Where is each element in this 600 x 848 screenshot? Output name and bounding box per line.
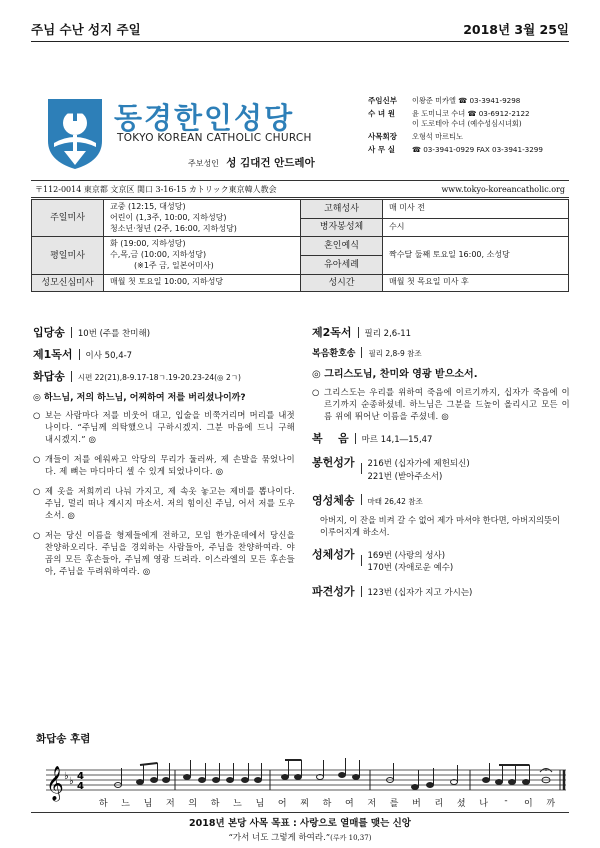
item-value — [368, 458, 470, 484]
flat-icon: ♭ — [69, 776, 74, 787]
footer-divider — [31, 812, 569, 813]
weekday-mass-label: 평일미사 — [32, 237, 104, 274]
contact-row-office — [368, 145, 543, 155]
patron-label: 주보성인 — [188, 159, 219, 168]
entrance-hymn — [33, 324, 295, 340]
schedule-line: 화 (19:00, 지하성당) — [110, 239, 186, 249]
patron-name: 성 김대건 안드레아 — [226, 157, 315, 169]
lyric-syllable: 까 — [546, 799, 556, 809]
item-value: 필리 2,8-9 참조 — [368, 349, 422, 358]
verse-text: 그리스도는 우리를 위하여 죽음에 이르기까지, 십자가 죽음에 이르기까지 순종하셨네. 하느님은 그분을 드높이 올리시고 모든 이름 위에 뛰어난 이름을 주셨네. ◎ — [324, 387, 570, 422]
quote-reference: (루카 10,37) — [330, 834, 372, 842]
contact-value-sub: 이 도로테아 수녀 (예수성심시녀회) — [412, 118, 522, 128]
schedule-line: 교중 (12:15, 대성당) — [110, 202, 186, 211]
wedding-infant-value: 짝수달 둘째 토요일 16:00, 소성당 — [383, 237, 569, 274]
top-divider — [31, 41, 569, 42]
occasion-title: 주님 수난 성지 주일 — [31, 22, 141, 37]
church-name-english: TOKYO KOREAN CATHOLIC CHURCH — [117, 132, 312, 144]
website-link[interactable]: www.tokyo-koreancatholic.org — [441, 184, 565, 194]
time-signature-top: 4 — [77, 771, 84, 782]
time-signature-bottom: 4 — [77, 781, 84, 792]
wedding-label: 혼인예식 — [301, 237, 383, 256]
offertory-hymn — [312, 454, 570, 484]
lyric-syllable: 를 — [389, 799, 399, 809]
contact-row-council — [368, 132, 543, 142]
lyric-syllable: 하 — [322, 799, 332, 809]
lyric-syllable: 여 — [344, 799, 354, 809]
item-value: 이사 50,4-7 — [85, 351, 133, 361]
pastoral-quote — [0, 831, 600, 843]
marian-mass-label: 성모신심미사 — [32, 274, 104, 291]
separator — [361, 463, 362, 474]
marian-mass-value: 매월 첫 토요일 10:00, 지하성당 — [104, 274, 301, 291]
separator — [71, 371, 72, 382]
verse-text: 제 옷을 저희끼리 나눠 가지고, 제 속옷 놓고는 제비를 뽑나이다. 주님, 멀리 떠나 계시지 마소서. 저의 힘이신 주님, 어서 저를 도우소서. ◎ — [45, 486, 295, 521]
item-value: 마태 26,42 참조 — [367, 496, 423, 506]
lyric-syllable: 저 — [367, 799, 377, 809]
item-label: 제2독서 — [312, 326, 352, 339]
address-text: 〒112-0014 東京都 文京区 関口 3-16-15 カトリック東京韓人教会 — [35, 184, 277, 194]
first-reading — [33, 346, 295, 362]
item-value: 필리 2,6-11 — [364, 329, 412, 339]
lyric-syllable: 느 — [121, 799, 130, 809]
separator — [79, 349, 80, 360]
lyric-syllable: 느 — [233, 799, 242, 809]
pastoral-goal: 2018년 본당 사목 목표 : 사랑으로 열매를 맺는 신앙 — [189, 818, 411, 829]
communion-antiphon-text: 아버지, 이 잔을 비켜 갈 수 없어 제가 마셔야 한다면, 아버지의뜻이 이루어지게 하소서. — [320, 514, 561, 537]
contact-value: 이왕준 미카엘 ☎ 03-3941-9298 — [412, 96, 521, 105]
left-column — [33, 324, 295, 585]
recessional-hymn — [312, 583, 570, 599]
item-label: 제1독서 — [33, 348, 73, 361]
infant-baptism-label: 유아세례 — [301, 256, 383, 275]
verse-bullet: ○ — [312, 387, 320, 397]
sunday-mass-label: 주일미사 — [32, 200, 104, 237]
contact-label: 수 녀 원 — [368, 109, 395, 119]
communion-antiphon — [312, 492, 570, 508]
contact-label: 사 무 실 — [368, 144, 395, 154]
acclamation-response: ◎ 그리스도님, 찬미와 영광 받으소서. — [312, 369, 478, 380]
anointing-value: 수시 — [383, 218, 569, 237]
patron-saint — [188, 155, 315, 170]
holy-hour-label: 성시간 — [301, 274, 383, 291]
psalm-response: ◎ 하느님, 저의 하느님, 어찌하여 저를 버리셨나이까? — [33, 393, 246, 403]
contact-info — [368, 96, 543, 158]
lyric-syllable: 찌 — [300, 799, 309, 809]
lyric-syllable: 셨 — [456, 799, 466, 809]
lyric-syllable: 님 — [255, 799, 265, 809]
verse-bullet: ○ — [33, 486, 41, 497]
lyric-syllable: 저 — [165, 799, 175, 809]
contact-value-line: 윤 도미니코 수녀 ☎ 03-6912-2122 — [412, 109, 530, 119]
contact-row-pastor — [368, 96, 543, 106]
item-label: 성체성가 — [312, 547, 355, 561]
psalm-verse — [33, 529, 295, 577]
confession-label: 고해성사 — [301, 200, 383, 219]
lyric-syllable: 버 — [412, 799, 421, 809]
item-value: 123번 (십자가 지고 가시는) — [367, 588, 473, 599]
acclamation-verse — [312, 386, 570, 422]
separator — [358, 327, 359, 338]
right-column — [312, 324, 570, 605]
bulletin-date: 2018년 3월 25일 — [463, 22, 569, 37]
item-label: 영성체송 — [312, 493, 355, 507]
item-label: 복음환호송 — [312, 349, 356, 359]
sunday-mass-times — [104, 200, 301, 237]
mass-schedule-table — [31, 199, 569, 292]
contact-row-convent — [368, 109, 543, 128]
separator — [361, 494, 362, 505]
item-value: 10번 (주를 찬미해) — [77, 329, 151, 339]
contact-value — [412, 109, 543, 128]
verse-text: 저는 당신 이름을 형제들에게 전하고, 모임 한가운데에서 당신을 찬양하오리다. 주님을 경외하는 사람들아, 주님을 찬양하여라. 야곱의 모든 후손들아, 주님께 영광 드려라. 이스라엘의 모든 후손들아, 주님을 두려워하여라. ◎ — [45, 530, 295, 577]
hymn-line: 169번 (사랑의 성사) — [367, 550, 446, 561]
lyric-syllable: 나 — [479, 799, 488, 809]
psalm-verse — [33, 409, 295, 445]
church-name-korean: 동경한인성당 — [114, 101, 295, 135]
lyric-syllable: 의 — [188, 799, 198, 809]
verse-bullet: ○ — [33, 530, 41, 541]
schedule-line: 어린이 (1,3주, 10:00, 지하성당) — [110, 212, 227, 222]
separator — [71, 327, 72, 338]
lyric-syllable: 이 — [523, 799, 533, 809]
item-label: 복 음 — [312, 432, 349, 446]
gospel — [312, 430, 570, 446]
weekday-mass-times — [104, 237, 301, 274]
flat-icon: ♭ — [64, 771, 69, 782]
lyric-syllable: 님 — [143, 799, 153, 809]
item-label: 봉헌성가 — [312, 456, 355, 470]
separator — [361, 347, 362, 358]
address-bar — [31, 180, 569, 198]
item-value: 시편 22(21),8-9.17-18ㄱ.19-20.23-24(◎ 2ㄱ) — [77, 373, 241, 382]
communion-hymn — [312, 546, 570, 576]
item-label: 파견성가 — [312, 585, 355, 599]
top-bar — [31, 18, 569, 40]
verse-bullet: ○ — [33, 410, 41, 420]
treble-clef-icon: 𝄞 — [46, 766, 64, 801]
lyric-syllable: 리 — [434, 799, 444, 809]
psalm-refrain-title: 화답송 후렴 — [36, 733, 91, 745]
hymn-line: 170번 (자애로운 예수) — [367, 563, 454, 574]
hymn-line: 216번 (십자가에 제헌되신) — [367, 459, 470, 470]
schedule-line: 수,목,금 (10:00, 지하성당) — [110, 250, 207, 260]
separator — [355, 433, 356, 444]
schedule-line: 청소년·청년 (2주, 16:00, 지하성당) — [110, 223, 237, 233]
quote-text: “가서 너도 그렇게 하여라.” — [228, 833, 331, 843]
church-logo-icon — [42, 95, 108, 171]
item-value: 마르 14,1―15,47 — [361, 435, 433, 446]
verse-text: 개들이 저를 에워싸고 악당의 무리가 둘러싸, 제 손발을 묶었나이다. 제 뼈는 마디마디 셀 수 있게 되었나이다. ◎ — [45, 454, 295, 477]
hymn-line: 221번 (받아주소서) — [367, 471, 443, 482]
lyric-syllable: 하 — [98, 799, 108, 809]
lyric-syllable: 하 — [210, 799, 220, 809]
responsorial-psalm — [33, 368, 295, 384]
second-reading — [312, 324, 570, 340]
verse-bullet: ○ — [33, 454, 41, 465]
separator — [361, 555, 362, 566]
psalm-verse — [33, 453, 295, 477]
contact-label: 사목회장 — [368, 131, 397, 141]
lyric-syllable: - — [504, 796, 508, 806]
contact-value: 오형석 마르티노 — [412, 131, 463, 141]
psalm-verse — [33, 485, 295, 521]
gospel-acclamation — [312, 346, 570, 359]
schedule-line: (※1주 금, 일본어미사) — [134, 260, 214, 270]
holy-hour-value: 매월 첫 목요일 미사 후 — [383, 274, 569, 291]
item-value — [368, 550, 454, 576]
lyric-syllable: 어 — [277, 799, 287, 809]
contact-value: ☎ 03-3941-0929 FAX 03-3941-3299 — [412, 144, 543, 154]
verse-text: 보는 사람마다 저를 비웃어 대고, 입술을 비쭉거리며 머리를 내젓나이다. “주님께 의탁했으니 구하시겠지. 그분 마음에 드니 구해 내시겠지.” ◎ — [45, 410, 295, 445]
anointing-label: 병자봉성체 — [301, 218, 383, 237]
confession-value: 매 미사 전 — [383, 200, 569, 219]
item-label: 화답송 — [33, 370, 65, 383]
separator — [361, 586, 362, 597]
contact-label: 주임신부 — [368, 96, 397, 105]
music-lyrics — [92, 796, 562, 809]
item-label: 입당송 — [33, 326, 65, 339]
